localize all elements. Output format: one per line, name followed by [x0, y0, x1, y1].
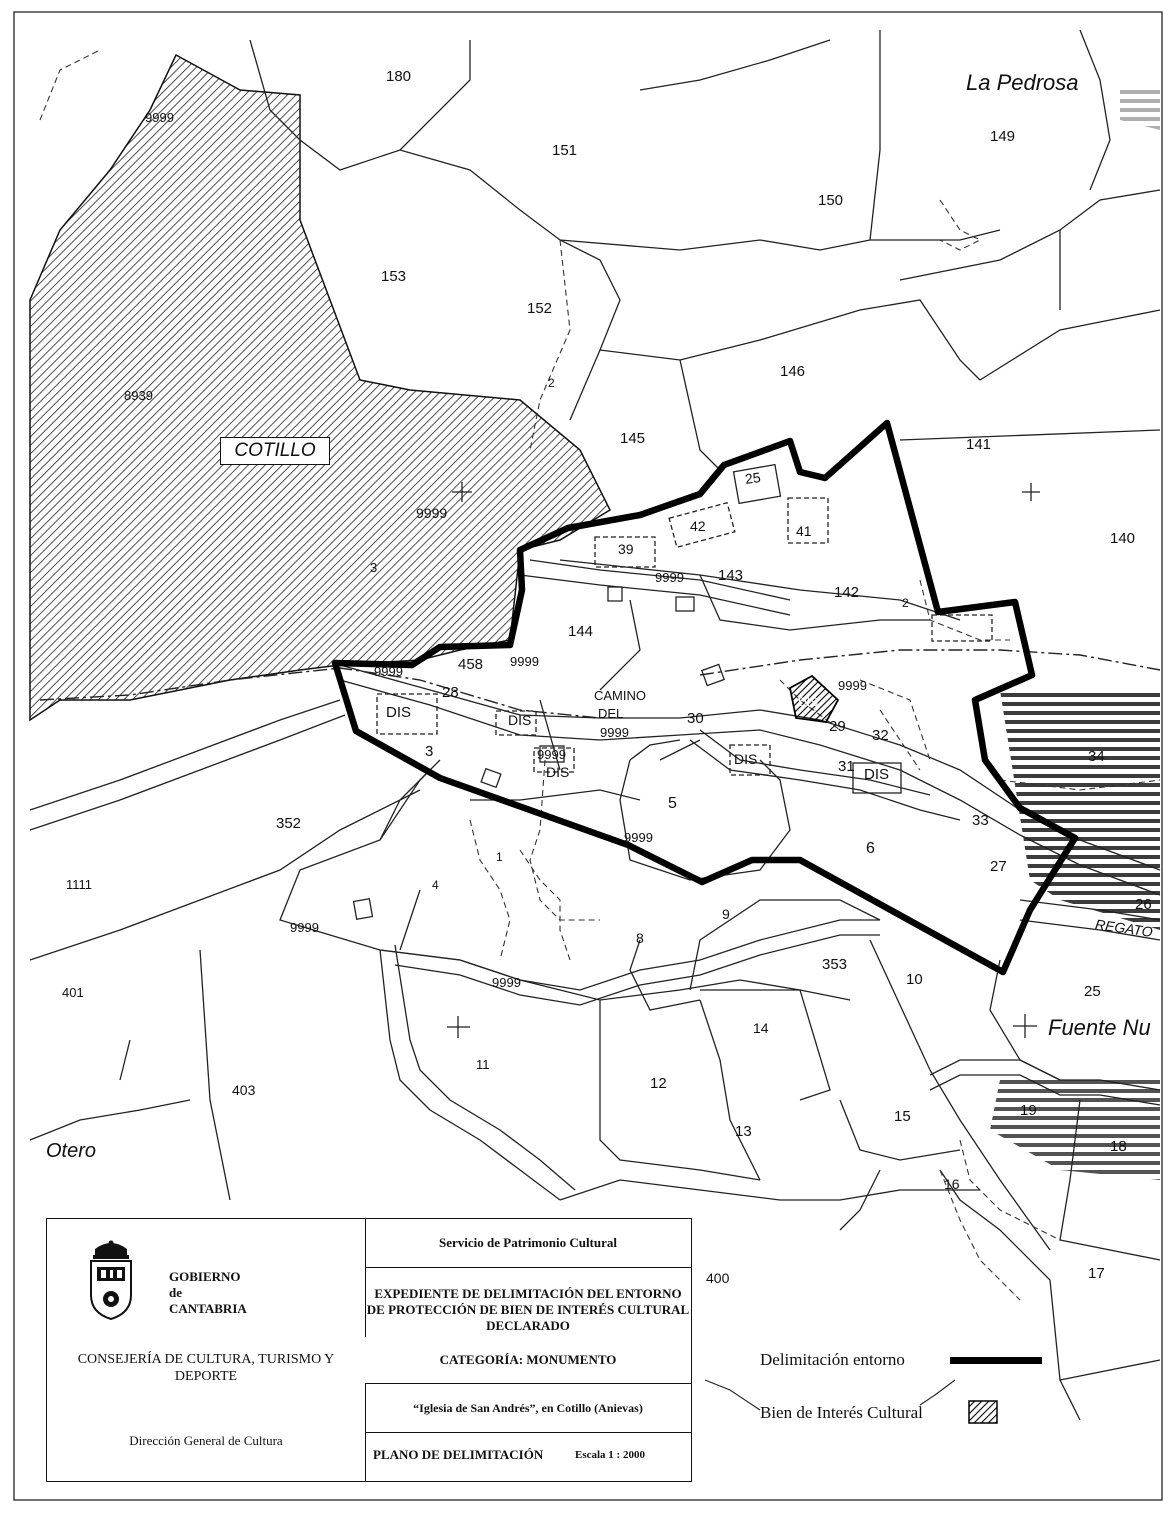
dis-label: DIS — [386, 704, 412, 721]
code-label: 9999 — [537, 747, 566, 762]
legend-bien-swatch — [968, 1400, 998, 1424]
place-name-camino: CAMINO — [594, 688, 646, 703]
escala-label: Escala 1 : 2000 — [575, 1449, 645, 1461]
dis-label: DIS — [734, 751, 758, 767]
place-name-fuente: Fuente Nu — [1048, 1015, 1151, 1040]
code-label: 8939 — [124, 388, 153, 403]
parcel-label: 25 — [743, 468, 762, 488]
place-name-regato: REGATO — [1094, 916, 1154, 940]
parcel-label: 400 — [706, 1270, 730, 1286]
parcel-label: 4 — [432, 878, 439, 892]
code-label: 9999 — [510, 654, 539, 669]
legend-delimitacion-swatch — [950, 1357, 1042, 1364]
parcel-label: 3 — [370, 560, 378, 575]
parcel-label: 151 — [552, 142, 578, 159]
title-block-right — [365, 1219, 691, 1481]
parcel-label: 25 — [1084, 983, 1101, 1000]
parcel-label: 352 — [276, 815, 302, 832]
consejeria-label: CONSEJERÍA DE CULTURA, TURISMO Y DEPORTE — [77, 1352, 335, 1384]
coat-of-arms-icon — [83, 1239, 139, 1321]
code-label: 9999 — [374, 664, 403, 679]
iglesia-cell: “Iglesia de San Andrés”, en Cotillo (Anievas) — [365, 1384, 691, 1433]
parcel-label: 15 — [894, 1108, 911, 1125]
parcel-label: 42 — [690, 518, 706, 534]
parcel-label: 1 — [496, 850, 503, 864]
parcel-label: 153 — [381, 268, 407, 285]
cantabria-label: CANTABRIA — [169, 1301, 247, 1316]
parcel-label: 149 — [990, 128, 1016, 145]
parcel-label: 32 — [872, 727, 889, 744]
parcel-label: 353 — [822, 956, 848, 973]
parcel-label: 140 — [1110, 530, 1136, 547]
gobierno-label: GOBIERNO — [169, 1269, 241, 1284]
title-block-left — [47, 1219, 366, 1481]
parcel-label: 458 — [458, 656, 484, 673]
parcel-label: 39 — [618, 541, 634, 557]
categoria-cell: CATEGORÍA: MONUMENTO — [365, 1337, 691, 1384]
parcel-label: 9 — [722, 906, 730, 922]
parcel-label: 401 — [62, 985, 84, 1000]
code-label: 9999 — [624, 830, 653, 845]
plano-label: PLANO DE DELIMITACIÓN — [373, 1447, 544, 1462]
parcel-label: 8 — [636, 930, 644, 946]
servicio-cell: Servicio de Patrimonio Cultural — [365, 1219, 691, 1268]
parcel-label: 31 — [838, 758, 855, 775]
parcel-label: 145 — [620, 430, 646, 447]
direccion-label: Dirección General de Cultura — [129, 1433, 283, 1448]
title-block — [46, 1218, 692, 1482]
de-label: de — [169, 1285, 182, 1300]
parcel-label: 17 — [1088, 1265, 1105, 1282]
parcel-label: 5 — [668, 795, 677, 812]
parcel-label: 141 — [966, 436, 992, 453]
place-name-del: DEL — [598, 706, 624, 721]
code-label: 9999 — [600, 725, 629, 740]
parcel-label: 29 — [829, 718, 846, 735]
parcel-label: 403 — [232, 1082, 256, 1098]
parcel-label: 12 — [650, 1075, 667, 1092]
legend-bien-label: Bien de Interés Cultural — [760, 1403, 923, 1422]
parcel-label: 6 — [866, 840, 875, 857]
parcel-label: 41 — [796, 523, 812, 539]
parcel-label: 10 — [906, 971, 923, 988]
place-name-otero: Otero — [46, 1140, 97, 1162]
place-name-la-pedrosa: La Pedrosa — [966, 70, 1079, 95]
place-name-cotillo: COTILLO — [220, 437, 330, 465]
parcel-label: 3 — [425, 743, 434, 760]
parcel-label: 14 — [753, 1020, 769, 1036]
code-label: 9999 — [492, 975, 521, 990]
dis-label: DIS — [798, 695, 819, 709]
striped-field-area-top — [1120, 90, 1160, 130]
dis-label: DIS — [508, 712, 532, 728]
parcel-label: 26 — [1135, 896, 1152, 913]
parcel-label: 30 — [687, 710, 704, 727]
code-label: 9999 — [290, 920, 319, 935]
legend-delimitacion-label: Delimitación entorno — [760, 1350, 905, 1369]
plano-cell — [365, 1433, 691, 1481]
code-label: 9999 — [838, 678, 867, 693]
code-label: 9999 — [655, 570, 684, 585]
parcel-label: 34 — [1088, 748, 1105, 765]
parcel-label: 27 — [990, 858, 1007, 875]
parcel-label: 9999 — [416, 505, 448, 521]
expediente-cell: EXPEDIENTE DE DELIMITACIÓN DEL ENTORNO DE PROTECCIÓN DE BIEN DE INTERÉS CULTURAL DECLARADO — [365, 1268, 691, 1350]
parcel-label: 18 — [1110, 1138, 1127, 1155]
parcel-label: 2 — [548, 376, 555, 390]
parcel-label: 2 — [902, 596, 909, 610]
parcel-label: 180 — [386, 68, 412, 85]
parcel-label: 13 — [735, 1123, 752, 1140]
code-label: 1111 — [66, 877, 93, 892]
parcel-label: 150 — [818, 192, 844, 209]
dis-label: DIS — [546, 764, 570, 780]
parcel-label: 28 — [442, 684, 459, 701]
dis-label: DIS — [864, 766, 890, 783]
parcel-label: 16 — [944, 1176, 960, 1192]
parcel-label: 11 — [476, 1057, 490, 1072]
parcel-label: 146 — [780, 363, 806, 380]
parcel-label: 152 — [527, 300, 553, 317]
parcel-label: 19 — [1020, 1102, 1037, 1119]
parcel-label: 33 — [972, 812, 989, 829]
parcel-label: 143 — [718, 567, 744, 584]
code-label: 9999 — [145, 110, 174, 125]
parcel-label: 142 — [834, 584, 860, 601]
parcel-label: 144 — [568, 623, 594, 640]
